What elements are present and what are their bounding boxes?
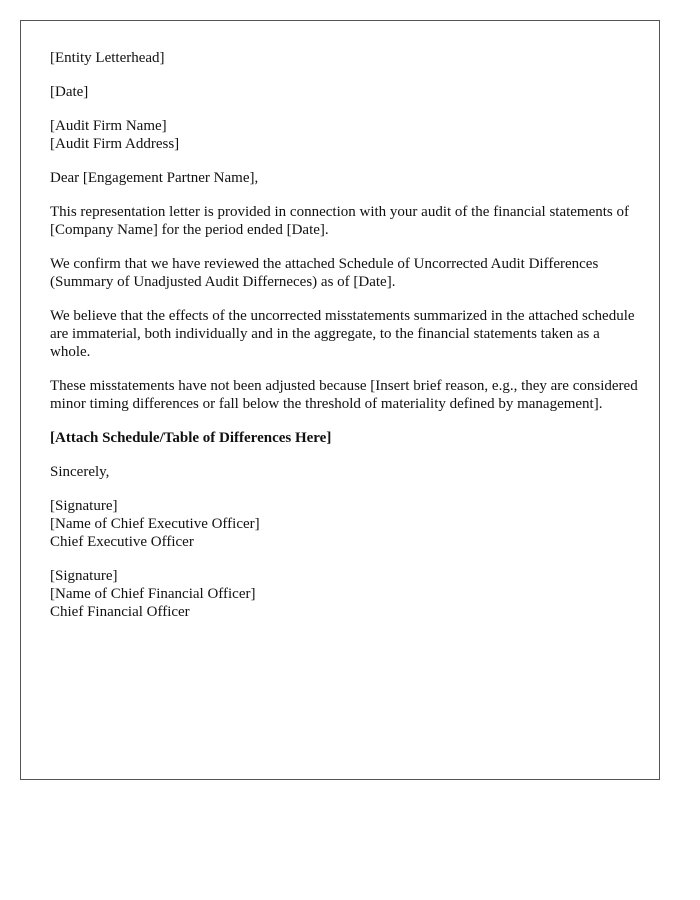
entity-letterhead: [Entity Letterhead] [50, 50, 165, 66]
ceo-name: [Name of Chief Executive Officer] [50, 516, 260, 532]
cfo-title: Chief Financial Officer [50, 604, 190, 620]
ceo-signature-block [50, 497, 640, 551]
letter-page [20, 20, 660, 780]
ceo-signature: [Signature] [50, 498, 118, 514]
closing: Sincerely, [50, 464, 110, 480]
paragraph-immateriality: We believe that the effects of the uncorrected misstatements summarized in the attached schedule are immaterial, both individually and in the aggregate, to the financial statements taken as a whole. [50, 308, 635, 360]
audit-firm-name: [Audit Firm Name] [50, 118, 167, 134]
cfo-name: [Name of Chief Financial Officer] [50, 586, 256, 602]
paragraph-intro: This representation letter is provided in connection with your audit of the financial statements of [Company Name] for the period ended [Date]. [50, 204, 630, 238]
recipient-block [50, 117, 640, 153]
ceo-title: Chief Executive Officer [50, 534, 194, 550]
paragraph-reason: These misstatements have not been adjusted because [Insert brief reason, e.g., they are considered minor timing differences or fall below the threshold of materiality defined by management]. [50, 378, 638, 412]
letter-content [50, 49, 640, 637]
cfo-signature: [Signature] [50, 568, 118, 584]
cfo-signature-block [50, 567, 640, 621]
paragraph-confirmation: We confirm that we have reviewed the attached Schedule of Uncorrected Audit Differences (Summary of Unadjusted Audit Differneces) as of [Date]. [50, 256, 599, 290]
audit-firm-address: [Audit Firm Address] [50, 136, 180, 152]
letter-date: [Date] [50, 84, 89, 100]
attachment-placeholder: [Attach Schedule/Table of Differences Here] [50, 430, 332, 446]
salutation: Dear [Engagement Partner Name], [50, 170, 259, 186]
